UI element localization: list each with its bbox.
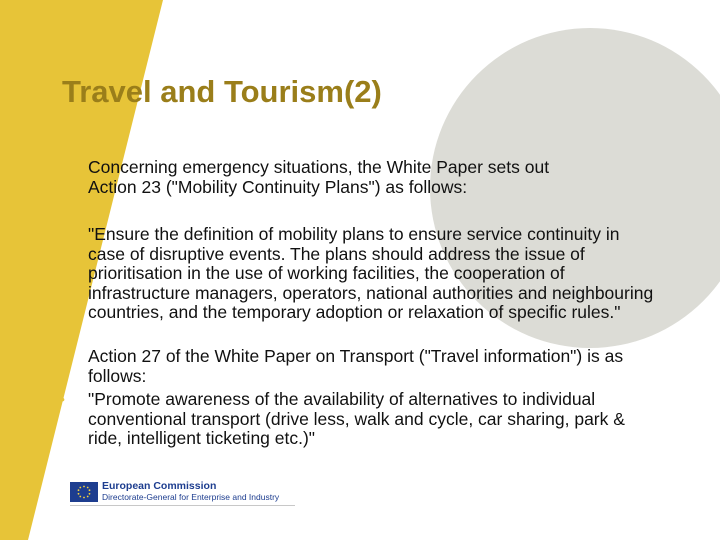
slide-title: Travel and Tourism(2): [62, 74, 382, 109]
bullet-text: Concerning emergency situations, the White Paper sets out Action 23 ("Mobility Continuity Plans") as follows:: [88, 157, 550, 197]
bullet-dot-icon: •: [60, 391, 65, 407]
department-name: Directorate-General for Enterprise and Industry: [102, 492, 280, 502]
white-paper-emphasis: White Paper: [386, 157, 483, 177]
organization-name: European Commission: [102, 480, 217, 492]
footer-text: [102, 481, 279, 503]
eu-flag-icon: [70, 482, 98, 502]
bullet-text: "Ensure the definition of mobility plans to ensure service continuity in case of disruptive events. The plans should address the issue of prioritisation in the use of working facilities, the cooperation of infrastructure managers, operators, national authorities and neighbouring countries, and the temporary adoption or relaxation of specific rules.": [88, 224, 654, 322]
bullet-dot-icon: •: [60, 348, 65, 364]
bullet-text: Action 27 of the White Paper on Transport ("Travel information") is as follows:: [88, 346, 624, 386]
bullet-text: "Promote awareness of the availability of alternatives to individual conventional transport (drive less, walk and cycle, car sharing, park & ride, intelligent ticketing etc.)": [88, 389, 625, 448]
bullet-dot-icon: •: [60, 226, 65, 242]
footer-logo: [70, 479, 279, 505]
footer-divider: [70, 505, 295, 506]
bullet-dot-icon: •: [60, 159, 65, 175]
